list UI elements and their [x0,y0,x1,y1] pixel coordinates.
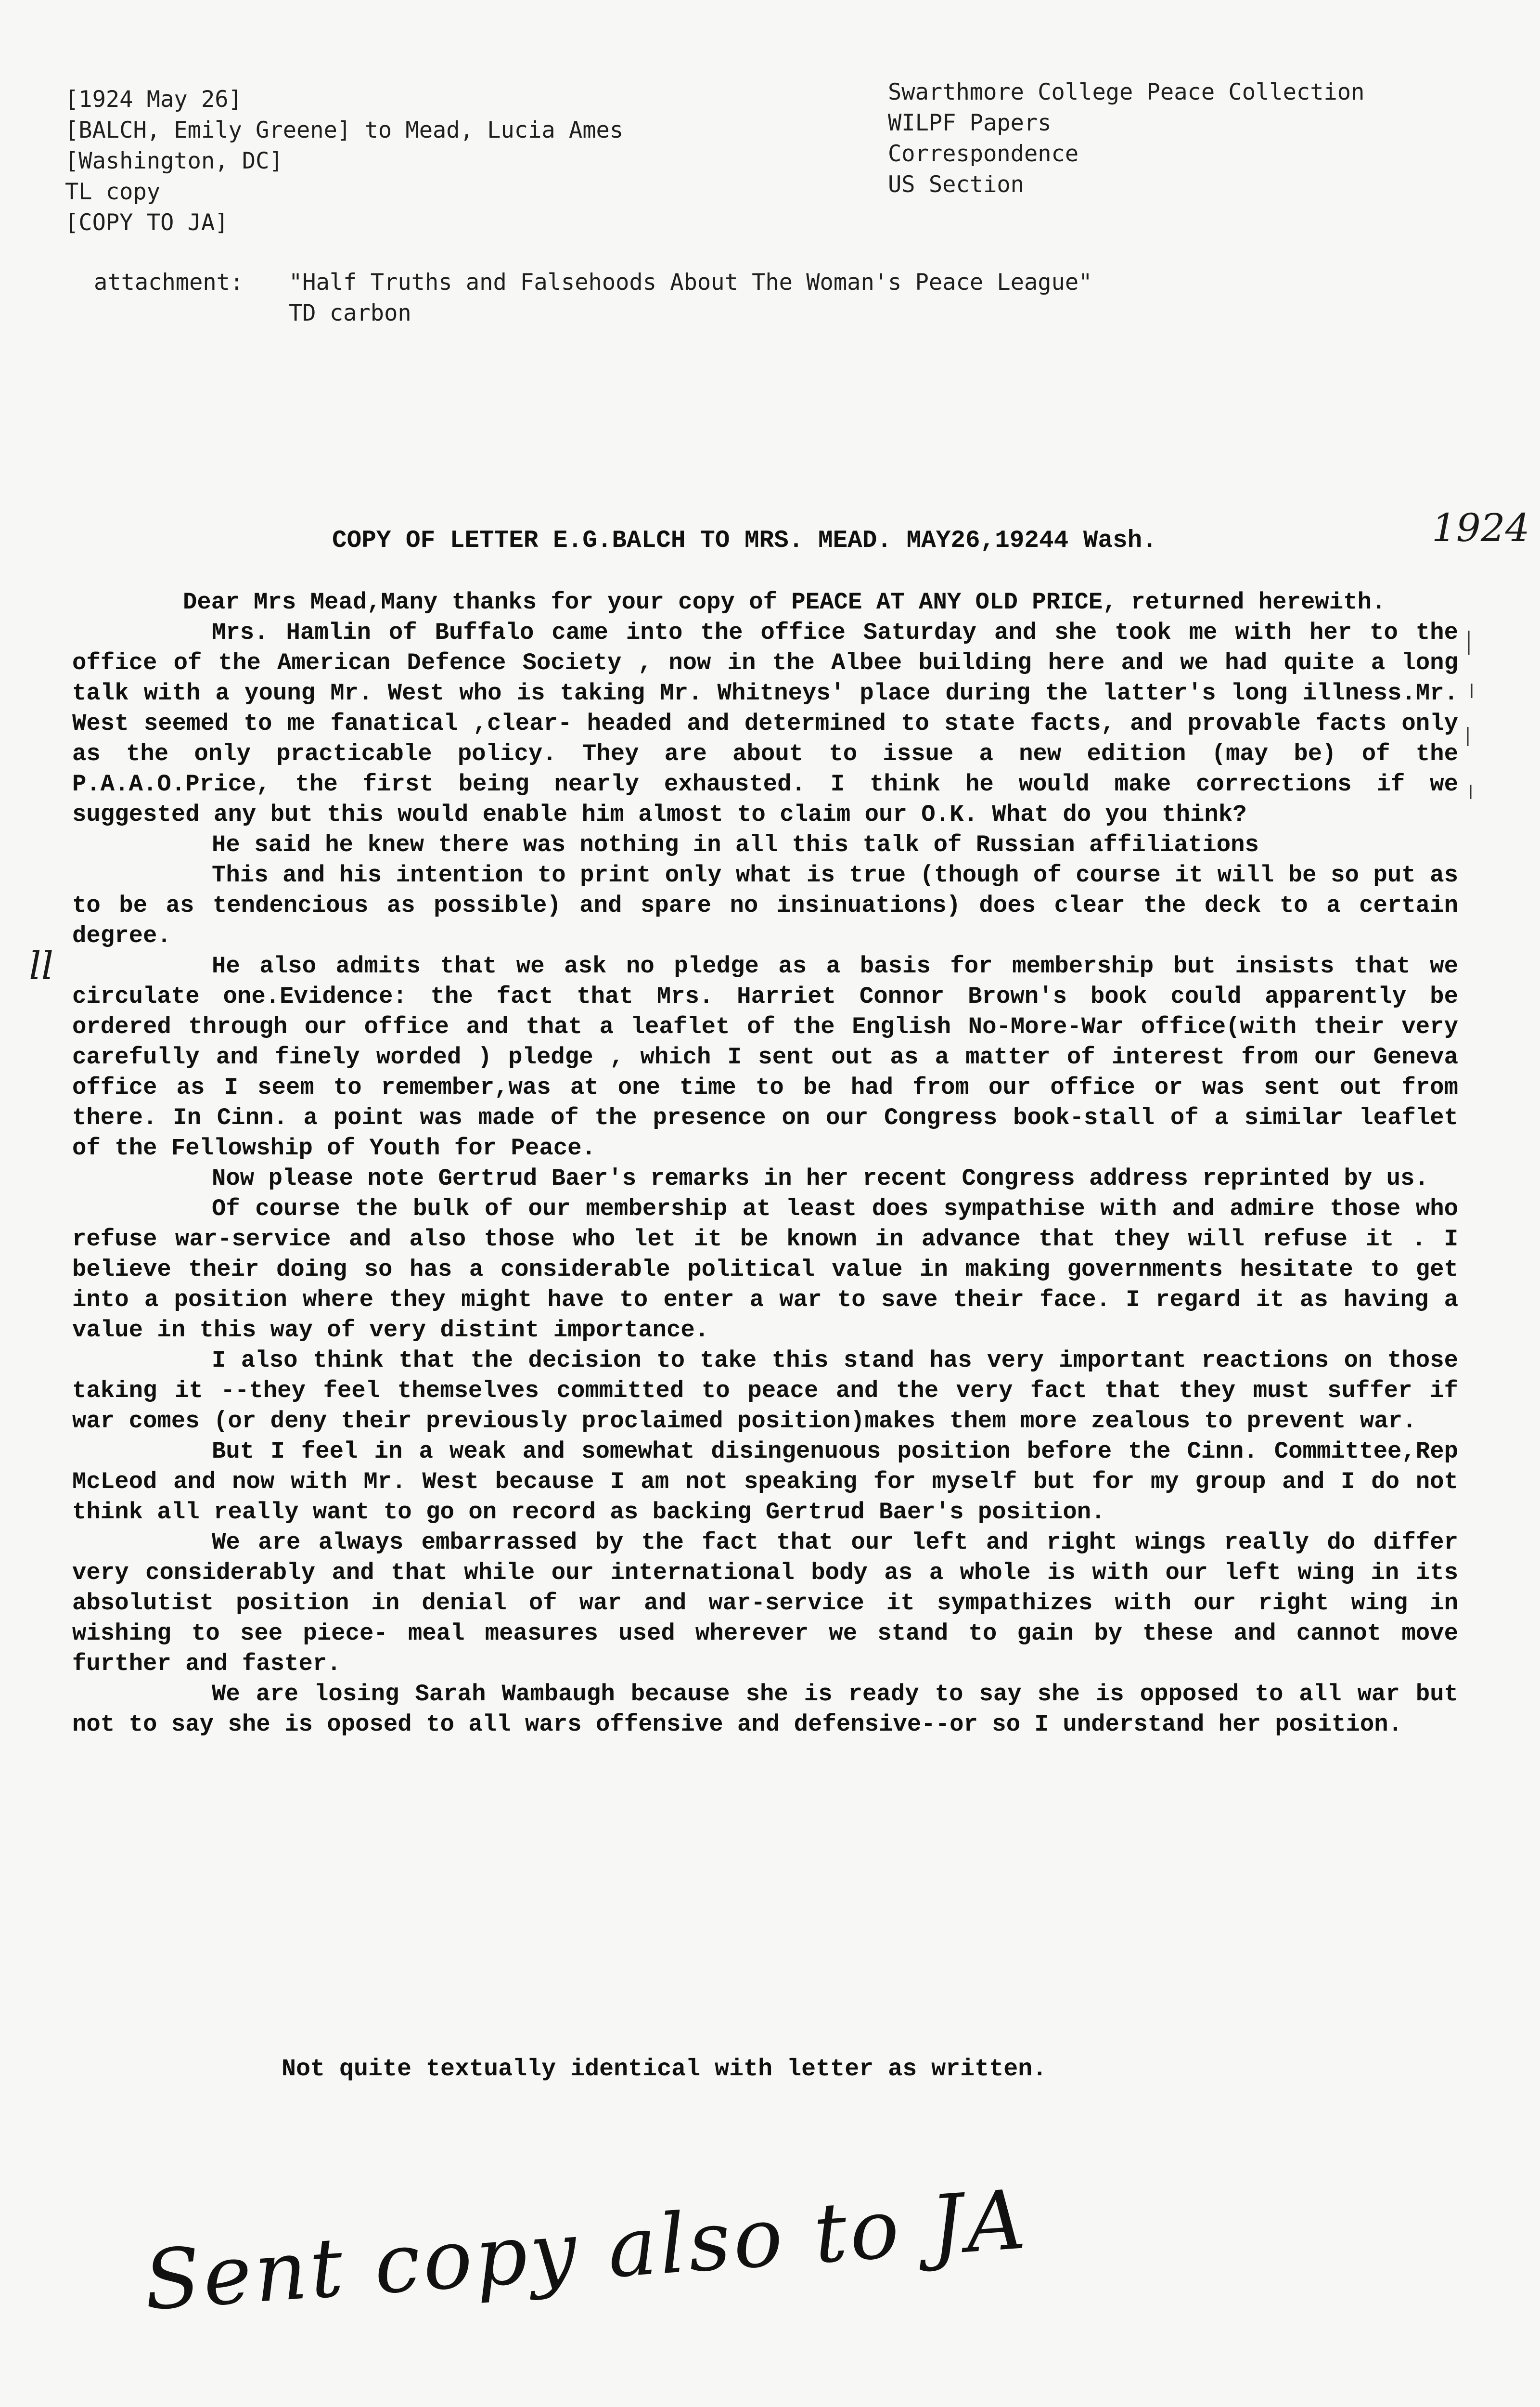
letter-paragraph: We are losing Sarah Wambaugh because she is ready to say she is opposed to all war but not to say she is oposed to all wars offensive and defensive--or so I understand her position. [72,1681,1458,1738]
metadata-section: US Section [888,171,1024,198]
attachment-title: "Half Truths and Falsehoods About The Woman's Peace League" [289,269,1092,296]
letter-paragraph: Of course the bulk of our membership at least does sympathise with and admire those who refuse war-service and also those who let it be known in advance that they will refuse it . I believe their doing so has a considerable political value in making governments hesitate to get into a position where they might have to enter a war to save their face. I regard it as having a value in this way of very distint importance. [72,1195,1458,1344]
metadata-copy-note: [COPY TO JA] [65,209,229,236]
metadata-format: TL copy [65,179,161,205]
letter-body [72,587,1458,1740]
attachment-type: TD carbon [289,300,411,326]
metadata-place: [Washington, DC] [65,148,283,174]
metadata-collection: Swarthmore College Peace Collection [888,79,1365,105]
handwritten-annotation: Sent copy also to JA [141,2172,1031,2329]
letter-paragraph: Mrs. Hamlin of Buffalo came into the office Saturday and she took me with her to the office of the American Defence Society , now in the Albee building here and we had quite a long talk with a young Mr. West who is taking Mr. Whitneys' place during the latter's long illness.Mr. West seemed to me fanatical ,clear- headed and determined to state facts, and provable facts only as the only practicable policy. They are about to issue a new edition (may be) of the P.A.A.O.Price, the first being nearly exhausted. I think he would make corrections if we suggested any but this would enable him almost to claim our O.K. What do you think? [72,619,1458,828]
attachment-block [94,267,1092,329]
letter-paragraph: We are always embarrassed by the fact that our left and right wings really do differ very considerably and that while our international body as a whole is with our left wing in its absolutist position in denial of war and war-service it sympathizes with our right wing in wishing to see piece- meal measures used wherever we stand to gain by these and cannot move further and faster. [72,1529,1458,1677]
metadata-correspondents: [BALCH, Emily Greene] to Mead, Lucia Ames [65,117,624,143]
letter-paragraph: Now please note Gertrud Baer's remarks in her recent Congress address reprinted by us. [212,1165,1429,1192]
margin-handwritten-mark: ll [29,944,54,988]
closing-note: Not quite textually identical with letter as written. [282,2056,1047,2083]
archive-metadata-left [65,84,623,238]
metadata-series: Correspondence [888,141,1079,167]
letter-paragraph: I also think that the decision to take this stand has very important reactions on those taking it --they feel themselves committed to peace and the very fact that they must suffer if war comes (or deny their previously proclaimed position)makes them more zealous to prevent war. [72,1347,1458,1435]
attachment-label: attachment: [94,269,244,296]
margin-edge-marks [1463,626,1477,828]
letter-salutation: Dear Mrs Mead,Many thanks for your copy of PEACE AT ANY OLD PRICE, returned herewith. [183,589,1386,616]
letter-paragraph: He said he knew there was nothing in all this talk of Russian affiliations [212,831,1259,858]
letter-paragraph: He also admits that we ask no pledge as a basis for membership but insists that we circulate one.Evidence: the fact that Mrs. Harriet Connor Brown's book could apparently be ordered through our office and that a leaflet of the English No-More-War office(with their very carefully and finely worded ) pledge , which I sent out as a matter of interest from our Geneva office as I seem to remember,was at one time to be had from our office or was sent out from there. In Cinn. a point was made of the presence on our Congress book-stall of a similar leaflet of the Fellowship of Youth for Peace. [72,953,1458,1162]
metadata-date: [1924 May 26] [65,86,242,113]
margin-handwritten-year: 1924 [1432,505,1530,550]
archive-metadata-right [888,77,1364,200]
letter-title: COPY OF LETTER E.G.BALCH TO MRS. MEAD. MAY26,19244 Wash. [332,527,1157,555]
metadata-papers: WILPF Papers [888,110,1052,136]
letter-paragraph: This and his intention to print only what is true (though of course it will be so put as to be as tendencious as possible) and spare no insinuations) does clear the deck to a certain degree. [72,862,1458,949]
letter-paragraph: But I feel in a weak and somewhat disingenuous position before the Cinn. Committee,Rep McLeod and now with Mr. West because I am not speaking for myself but for my group and I do not think all really want to go on record as backing Gertrud Baer's position. [72,1438,1458,1526]
